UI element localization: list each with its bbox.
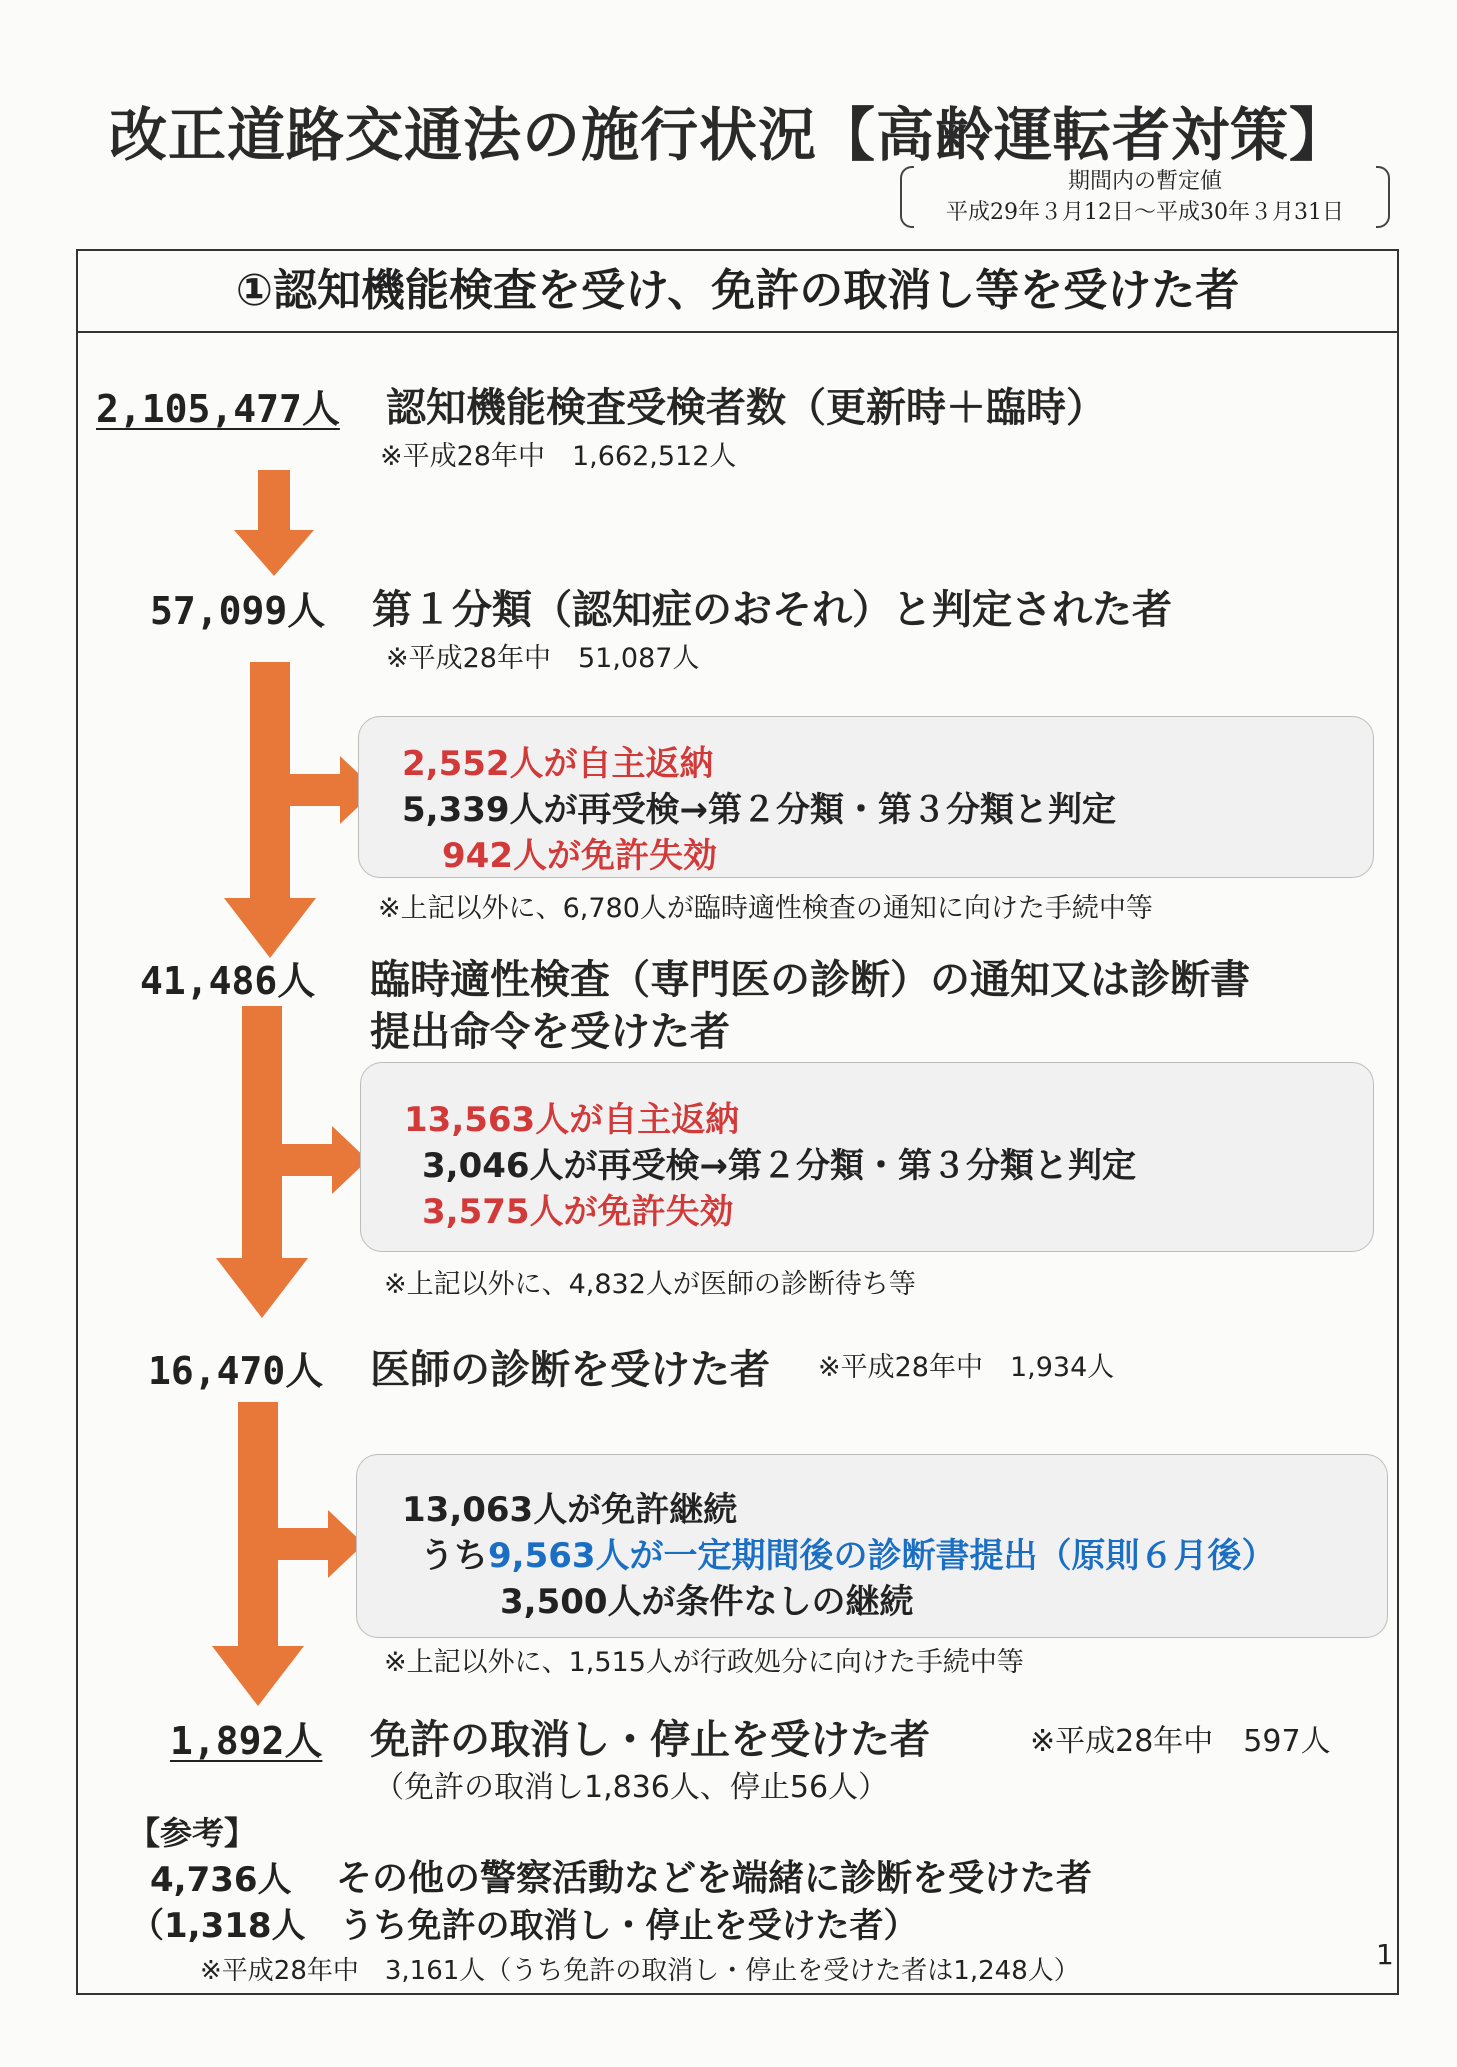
box3-line2-highlight: 9,563人が一定期間後の診断書提出（原則６月後） [488,1536,1276,1576]
arrow-shaft-2 [250,662,290,900]
box2-line2: 3,046人が再受検→第２分類・第３分類と判定 [422,1146,1137,1186]
box3-line1-text: 13,063人が免許継続 [402,1490,738,1530]
reference-line2: （1,318人 うち免許の取消し・停止を受けた者） [130,1906,918,1946]
step4-count: 16,470人 [148,1349,324,1393]
step3-count: 41,486人 [140,959,316,1003]
box1-line2: 5,339人が再受検→第２分類・第３分類と判定 [402,790,1117,830]
bracket-right [1376,166,1390,228]
step4-label: 医師の診断を受けた者 [370,1347,770,1393]
box3-line2 [420,1528,1276,1577]
step1-note: ※平成28年中 1,662,512人 [380,441,737,472]
step5-label: 免許の取消し・停止を受けた者 [370,1717,930,1763]
bracket-left [900,166,914,228]
step4-note: ※平成28年中 1,934人 [818,1352,1115,1383]
reference-heading: 【参考】 [128,1814,257,1852]
reference-note: ※平成28年中 3,161人（うち免許の取消し・停止を受けた者は1,248人） [200,1956,1080,1986]
box3-line1 [402,1482,737,1531]
step2-count: 57,099人 [150,589,326,633]
arrow-down-3 [216,1258,308,1318]
step5-sub: （免許の取消し1,836人、停止56人） [374,1770,889,1805]
step5-count: 1,892人 [170,1719,323,1763]
box1-line1: 2,552人が自主返納 [402,744,714,784]
step1-label: 認知機能検査受検者数（更新時＋臨時） [386,385,1106,431]
period-range: 平成29年３月12日～平成30年３月31日 [946,200,1344,225]
step2-note: ※平成28年中 51,087人 [386,643,700,674]
reference-line1-text: その他の警察活動などを端緒に診断を受けた者 [336,1858,1093,1899]
box2-note: ※上記以外に、4,832人が医師の診断待ち等 [384,1269,916,1300]
step2-label: 第１分類（認知症のおそれ）と判定された者 [372,587,1172,633]
period-label: 期間内の暫定値 [1067,169,1222,194]
arrow-branch-shaft-3 [280,1144,334,1176]
arrow-shaft-3 [242,1006,282,1260]
step3-label-2: 提出命令を受けた者 [370,1009,730,1055]
arrow-down-4 [212,1646,304,1706]
arrow-branch-shaft-2 [288,774,342,806]
step3-label-1: 臨時適性検査（専門医の診断）の通知又は診断書 [370,957,1250,1003]
box2-line3: 3,575人が免許失効 [422,1192,734,1232]
box3-note: ※上記以外に、1,515人が行政処分に向けた手続中等 [384,1647,1024,1678]
page-title: 改正道路交通法の施行状況【高齢運転者対策】 [108,101,1348,169]
arrow-branch-shaft-4 [276,1528,330,1560]
box3-line3: 3,500人が条件なしの継続 [500,1582,914,1622]
box3-line2-prefix: うち [420,1536,488,1576]
arrow-down-1 [234,530,314,576]
page-number: 1 [1376,1938,1394,1971]
box2-line1: 13,563人が自主返納 [404,1100,740,1140]
step5-note: ※平成28年中 597人 [1030,1724,1331,1759]
step1-count: 2,105,477人 [96,387,340,431]
box1-note: ※上記以外に、6,780人が臨時適性検査の通知に向けた手続中等 [378,893,1153,924]
arrow-down-2 [224,898,316,958]
reference-line1-count: 4,736人 [150,1860,292,1900]
section-title: ①認知機能検査を受け、免許の取消し等を受けた者 [76,249,1399,333]
box1-line3: 942人が免許失効 [442,836,717,876]
period-note [900,166,1390,228]
arrow-shaft-1 [258,470,290,532]
arrow-shaft-4 [238,1402,278,1648]
